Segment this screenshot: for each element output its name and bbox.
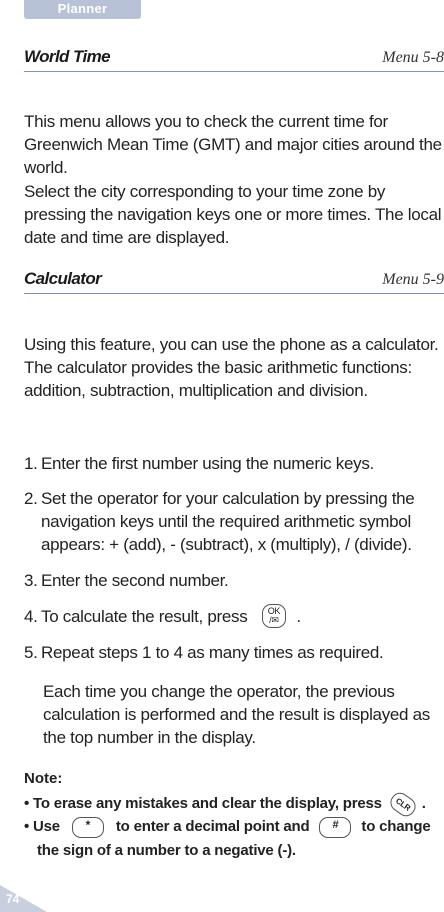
page-number-marker bbox=[0, 885, 47, 912]
step-text-before: To calculate the result, press bbox=[41, 607, 248, 626]
ok-key-sublabel: /✉ bbox=[269, 614, 279, 625]
step-text: Set the operator for your calculation by pressing the navigation keys until the required arithmetic symbol appears: + (add), - (subtract), x (multiply), / (divide). bbox=[41, 489, 415, 554]
note-bullet-2-c: to change bbox=[361, 818, 431, 835]
note-bullet-1-end: . bbox=[421, 795, 426, 812]
step-number: 3. bbox=[24, 571, 38, 590]
section-tab: Planner bbox=[24, 0, 141, 19]
calculator-intro: Using this feature, you can use the phone as a calculator. The calculator provides the basic arithmetic functions: addition, subtraction, multiplication and division. bbox=[24, 335, 439, 400]
note-bullet-1 bbox=[24, 793, 444, 815]
note-bullet-2-cont bbox=[37, 840, 437, 862]
calculator-menu-number: Menu 5-9 bbox=[382, 271, 444, 288]
step-text bbox=[41, 605, 441, 630]
step-number: 1. bbox=[24, 454, 38, 473]
note-bullet-2-d: the sign of a number to a negative (-). bbox=[37, 842, 296, 859]
note-bullet-1-text: • To erase any mistakes and clear the display, press bbox=[24, 795, 382, 812]
ok-key-icon bbox=[262, 604, 286, 628]
hash-key-icon bbox=[319, 817, 351, 838]
step-number: 4. bbox=[24, 607, 38, 626]
calculator-note-paragraph: Each time you change the operator, the previous calculation is performed and the result is displayed as the top number in the display. bbox=[43, 682, 430, 747]
step-text: Repeat steps 1 to 4 as many times as required. bbox=[41, 643, 384, 662]
calculator-title: Calculator bbox=[24, 269, 102, 288]
star-key-label: * bbox=[85, 817, 91, 832]
star-key-icon bbox=[72, 817, 104, 838]
note-bullet-2-b: to enter a decimal point and bbox=[115, 818, 310, 835]
world-time-description: This menu allows you to check the current time for Greenwich Mean Time (GMT) and major cities around the world. bbox=[24, 112, 442, 177]
calculator-heading bbox=[24, 267, 444, 294]
note-title: Note bbox=[24, 770, 58, 787]
world-time-instructions: Select the city corresponding to your time zone by pressing the navigation keys one or more times. The local date and time are displayed. bbox=[24, 182, 442, 247]
step-text: Enter the second number. bbox=[41, 571, 229, 590]
world-time-heading bbox=[24, 45, 444, 72]
step-text: Enter the first number using the numeric keys. bbox=[41, 454, 374, 473]
world-time-menu-number: Menu 5-8 bbox=[382, 49, 444, 66]
note-bullet-2-a: • Use bbox=[24, 818, 60, 835]
note-bullet-2 bbox=[24, 816, 444, 838]
clr-key-icon bbox=[387, 789, 419, 819]
ok-key-label: OK bbox=[267, 605, 281, 616]
note-title-colon: : bbox=[57, 770, 63, 787]
note-heading bbox=[24, 770, 62, 787]
step-text-after: . bbox=[296, 607, 301, 626]
step-number: 5. bbox=[24, 643, 38, 662]
world-time-title: World Time bbox=[24, 47, 110, 66]
step-number: 2. bbox=[24, 489, 38, 508]
page-number: 74 bbox=[6, 892, 20, 906]
clr-key-label: CLR bbox=[393, 795, 412, 813]
hash-key-label: # bbox=[332, 818, 339, 831]
